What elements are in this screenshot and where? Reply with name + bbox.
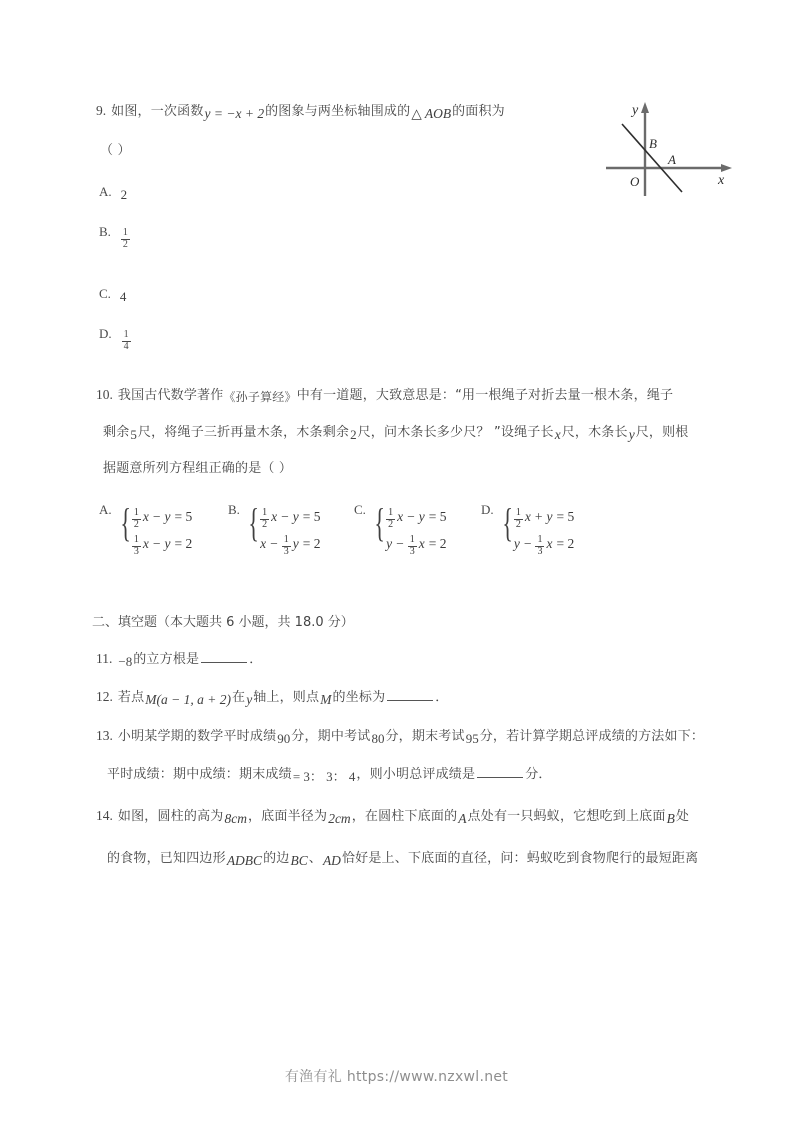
left-brace-icon: { [374, 500, 385, 545]
question-10-line2-a: 剩余 [103, 425, 130, 440]
variable-trailing: y [292, 536, 299, 551]
question-14-line1-b: ，底面半径为 [247, 809, 328, 824]
fraction-denominator: 2 [388, 518, 394, 530]
question-12-axis: y [246, 692, 253, 707]
question-11-text: 的立方根是 [133, 652, 200, 667]
fraction-denominator: 3 [283, 545, 289, 557]
variable-trailing: x [418, 536, 425, 551]
operator: − [396, 536, 404, 551]
question-9-stem-part2: 的图象与两坐标轴围成的 [265, 104, 411, 119]
variable-y: y [418, 509, 425, 524]
page-watermark: 有渔有礼 https://www.nzxwl.net [284, 1069, 509, 1085]
variable-x: x [271, 509, 278, 524]
point-a-label: A [668, 152, 676, 167]
question-9-stem-part3: 的面积为 [452, 104, 505, 119]
question-10-option-a[interactable] [99, 502, 195, 555]
fraction-denominator: 2 [515, 518, 521, 530]
operator: − [407, 509, 415, 524]
equals-value: = 5 [428, 509, 447, 524]
question-9-number: 9. [96, 103, 107, 118]
y-axis-label: y [632, 103, 639, 118]
question-10-option-d-label: D. [481, 502, 494, 517]
fraction-denominator: 2 [262, 518, 268, 530]
question-14-edge-bc: BC [290, 853, 308, 868]
question-10-option-a-label: A. [99, 502, 112, 517]
question-9-option-d-fraction [122, 330, 131, 352]
question-9-option-a[interactable] [99, 182, 127, 200]
question-14-height: 8cm [224, 811, 247, 826]
question-13-score-final: 95 [465, 731, 479, 746]
equation-2 [259, 533, 323, 555]
question-14-point-a: A [458, 811, 467, 826]
question-12-text-d: 的坐标为 [332, 690, 386, 705]
fraction-denominator: 2 [122, 238, 128, 250]
coefficient-fraction [282, 535, 291, 557]
question-10-line2-c: 尺，问木条长多少尺？ ”设绳子长 [357, 425, 554, 440]
variable-trailing: x [546, 536, 553, 551]
question-10-var-y: y [628, 427, 635, 442]
variable-leading: x [260, 536, 267, 551]
equation-2 [385, 533, 449, 555]
question-10-var-x: x [554, 427, 561, 442]
question-10-option-d[interactable] [481, 502, 577, 555]
question-10-line-1 [96, 387, 673, 404]
question-9-option-b[interactable] [99, 222, 131, 250]
question-13-line1-a: 小明某学期的数学平时成绩 [117, 729, 277, 744]
operator: − [270, 536, 278, 551]
question-14-line2-a: 的食物，已知四边形 [107, 851, 226, 866]
equals-value: = 5 [556, 509, 575, 524]
question-9-answer-parens: （ ） [100, 143, 131, 158]
equals-value: = 2 [556, 536, 575, 551]
question-14-line-1 [96, 808, 689, 825]
question-10 [96, 387, 673, 404]
fraction-denominator: 2 [133, 518, 139, 530]
fraction-numerator: 1 [262, 507, 268, 518]
question-13-line2-b: ，则小明总评成绩是 [356, 767, 476, 782]
variable-leading: y [386, 536, 393, 551]
question-11-value: −8 [118, 654, 133, 669]
question-9-coordinate-diagram [600, 96, 740, 204]
question-13-line-2 [107, 766, 552, 783]
question-9-stem [96, 103, 505, 120]
fraction-numerator: 1 [515, 507, 521, 518]
question-9-option-a-label: A. [99, 184, 112, 199]
fraction-numerator: 1 [133, 534, 139, 545]
question-12-number: 12. [96, 689, 113, 704]
question-10-option-c-equations [385, 502, 449, 555]
fraction-denominator: 3 [537, 545, 543, 557]
question-9-option-b-label: B. [99, 224, 111, 239]
question-11-answer-blank[interactable] [201, 651, 247, 663]
fraction-numerator: 1 [409, 534, 415, 545]
question-12-text-c: 轴上，则点 [253, 690, 320, 705]
question-14-edge-ad: AD [322, 853, 341, 868]
question-10-line-3-row [103, 462, 292, 477]
left-brace-icon: { [248, 500, 259, 545]
equation-1 [385, 506, 449, 528]
question-13-answer-blank[interactable] [477, 766, 523, 778]
question-14-line1-c: ，在圆柱下底面的 [351, 809, 458, 824]
variable-y: y [292, 509, 299, 524]
question-11 [96, 651, 262, 668]
fraction-numerator: 1 [123, 329, 129, 340]
x-axis-label: x [718, 173, 725, 188]
question-9-stem-part1: 如图，一次函数 [111, 104, 204, 119]
left-brace-icon: { [119, 500, 131, 545]
question-12-point-2: M [320, 692, 332, 707]
question-11-tail: ． [249, 652, 263, 667]
operator: − [523, 536, 532, 551]
equation-2 [131, 533, 195, 555]
question-13-line-1 [96, 728, 704, 745]
question-14-line-2-row [107, 850, 698, 867]
equals-value: = 2 [428, 536, 447, 551]
x-axis-arrow [721, 164, 732, 172]
operator: + [534, 509, 543, 524]
fraction-numerator: 1 [283, 534, 289, 545]
question-13-line1-d: 分，若计算学期总评成绩的方法如下： [479, 729, 705, 744]
question-10-option-d-equations [513, 502, 577, 555]
question-9-answer-parens-row [100, 144, 131, 159]
question-13 [96, 728, 704, 745]
equals-value: = 5 [302, 509, 321, 524]
question-14-quadrilateral: ADBC [226, 853, 263, 868]
operator: − [152, 509, 161, 524]
equation-1 [131, 506, 195, 528]
question-14-line2-d: 恰好是上、下底面的直径，问：蚂蚁吃到食物爬行的最短距离 [341, 851, 699, 866]
question-9-option-c-value: 4 [119, 289, 127, 304]
question-9 [96, 103, 505, 120]
question-13-line-2-row [107, 766, 552, 783]
question-9-option-a-value: 2 [120, 187, 128, 202]
question-13-line1-b: 分，期中考试 [291, 729, 371, 744]
coefficient-fraction [535, 535, 544, 557]
question-10-book-title: 《孙子算经》 [223, 390, 297, 404]
question-14-line2-b: 的边 [263, 851, 290, 866]
question-10-wood-remainder: 2 [350, 427, 357, 442]
question-12-point: M(a − 1, a + 2) [145, 692, 231, 707]
question-12-tail: ． [435, 690, 449, 705]
question-14 [96, 808, 689, 825]
variable-x: x [524, 509, 531, 524]
coefficient-fraction [514, 508, 523, 530]
question-9-formula: y = −x + 2 [204, 106, 265, 121]
equals-value: = 2 [174, 536, 193, 551]
question-10-number: 10. [96, 387, 113, 402]
question-10-option-b[interactable] [228, 502, 324, 555]
question-9-option-d[interactable] [99, 324, 132, 352]
question-14-number: 14. [96, 808, 113, 823]
question-10-line1-b: 中有一道题，大致意思是：“用一根绳子对折去量一根木条，绳子 [296, 388, 674, 403]
fraction-numerator: 1 [133, 507, 139, 518]
operator: − [152, 536, 161, 551]
fraction-numerator: 1 [122, 227, 128, 238]
fraction-numerator: 1 [388, 507, 394, 518]
coefficient-fraction [408, 535, 417, 557]
fraction-denominator: 3 [409, 545, 415, 557]
question-10-line2-e: 尺，则根 [635, 425, 689, 440]
question-10-option-c-label: C. [354, 502, 366, 517]
equation-1 [513, 506, 577, 528]
question-10-line2-b: 尺，将绳子三折再量木条，木条剩余 [137, 425, 350, 440]
question-13-ratio: = 3： 3： 4 [292, 769, 356, 784]
variable-y: y [164, 536, 171, 551]
variable-x: x [142, 536, 149, 551]
point-b-label: B [649, 136, 657, 151]
question-10-option-c[interactable] [354, 502, 450, 555]
question-9-option-c[interactable] [99, 284, 126, 302]
question-12-text-a: 若点 [117, 690, 145, 705]
question-10-line-2-row [103, 424, 689, 441]
question-14-line2-c: 、 [308, 851, 322, 866]
question-10-rope-remainder: 5 [130, 427, 137, 442]
variable-x: x [397, 509, 404, 524]
fraction-denominator: 3 [133, 545, 139, 557]
left-brace-icon: { [501, 500, 513, 545]
question-13-line1-c: 分，期末考试 [385, 729, 465, 744]
fraction-denominator: 4 [123, 340, 129, 352]
question-14-radius: 2cm [328, 811, 351, 826]
coordinate-axes-svg [600, 96, 740, 204]
equals-value: = 5 [174, 509, 193, 524]
origin-label: O [630, 174, 640, 189]
question-14-point-b: B [666, 811, 675, 826]
variable-leading: y [513, 536, 520, 551]
variable-y: y [546, 509, 553, 524]
question-12 [96, 689, 448, 706]
question-10-line-2 [103, 424, 689, 441]
question-14-line1-d: 点处有一只蚂蚁，它想吃到上底面 [467, 809, 666, 824]
question-9-option-d-label: D. [99, 326, 112, 341]
question-13-line2-c: 分． [525, 767, 552, 782]
question-10-option-b-equations [259, 502, 323, 555]
question-10-line3: 据题意所列方程组正确的是（ ） [103, 461, 293, 476]
question-10-option-a-equations [131, 502, 195, 555]
question-11-number: 11. [96, 651, 113, 666]
fraction-numerator: 1 [537, 534, 543, 545]
equation-2 [513, 533, 577, 555]
question-10-option-b-label: B. [228, 502, 240, 517]
coefficient-fraction [132, 535, 141, 557]
variable-x: x [142, 509, 149, 524]
question-13-number: 13. [96, 728, 113, 743]
question-13-score-midterm: 80 [371, 731, 385, 746]
question-12-text-b: 在 [232, 690, 246, 705]
variable-y: y [164, 509, 171, 524]
operator: − [281, 509, 289, 524]
question-14-line1-e: 处 [675, 809, 690, 824]
question-9-option-c-label: C. [99, 286, 111, 301]
question-13-line2-a: 平时成绩：期中成绩：期末成绩 [107, 767, 292, 782]
y-axis-arrow [641, 102, 649, 113]
question-10-line2-d: 尺，木条长 [561, 425, 628, 440]
question-14-line-2 [107, 850, 698, 867]
question-13-score-regular: 90 [277, 731, 291, 746]
question-10-line1-a: 我国古代数学著作 [117, 388, 224, 403]
equation-1 [259, 506, 323, 528]
question-12-answer-blank[interactable] [387, 689, 433, 701]
coefficient-fraction [386, 508, 395, 530]
coefficient-fraction [132, 508, 141, 530]
question-14-line1-a: 如图，圆柱的高为 [117, 809, 224, 824]
question-9-option-b-fraction [121, 228, 130, 250]
section-2-heading: 二、填空题（本大题共 6 小题，共 18.0 分） [92, 615, 354, 630]
equals-value: = 2 [302, 536, 321, 551]
question-9-triangle: △ AOB [411, 106, 452, 121]
coefficient-fraction [260, 508, 269, 530]
